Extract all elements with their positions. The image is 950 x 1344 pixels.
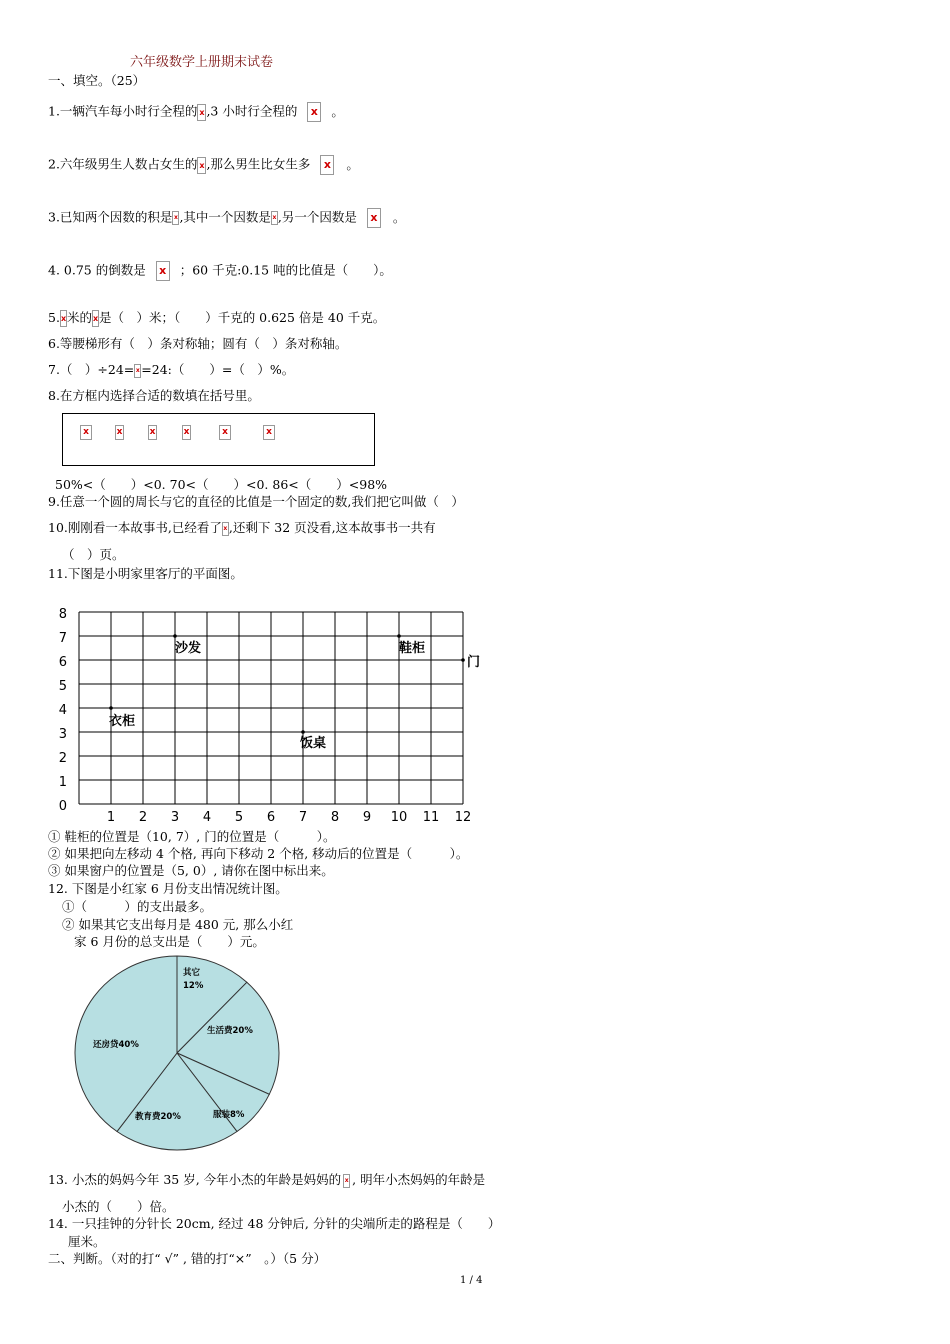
broken-image-icon: x — [271, 211, 278, 225]
broken-image-icon: x — [263, 425, 275, 440]
question-14-cont: 厘米。 — [68, 1234, 106, 1249]
question-13-cont: 小杰的（ ）倍。 — [62, 1199, 175, 1214]
x-tick-label: 1 — [106, 810, 116, 825]
question-9: 9.任意一个圆的周长与它的直径的比值是一个固定的数,我们把它叫做（ ） — [48, 494, 464, 509]
x-tick-label: 9 — [362, 810, 372, 825]
y-tick-label: 8 — [58, 607, 67, 622]
broken-image-icon: x — [367, 208, 381, 228]
question-14: 14. 一只挂钟的分针长 20cm, 经过 48 分钟后, 分针的尖端所走的路程是（ ） — [48, 1216, 501, 1231]
broken-image-icon: x — [148, 425, 157, 440]
section-heading-judge: 二、判断。（对的打“ √” , 错的打“×” 。）（5 分） — [48, 1251, 327, 1266]
question-10-cont: （ ）页。 — [62, 547, 125, 562]
y-tick-label: 2 — [58, 751, 67, 766]
y-tick-label: 1 — [58, 775, 67, 790]
broken-image-icon: x — [60, 310, 67, 327]
broken-image-icon: x — [197, 104, 206, 121]
y-tick-label: 4 — [58, 703, 67, 718]
grid-point — [461, 658, 465, 662]
broken-image-icon: x — [222, 522, 229, 536]
x-tick-label: 11 — [422, 810, 440, 825]
broken-image-icon: x — [92, 310, 99, 327]
pie-slice-label: 服装8% — [213, 1110, 245, 1120]
broken-image-icon: x — [156, 261, 170, 281]
question-3: 3.已知两个因数的积是 x ,其中一个因数是 x ,另一个因数是 x 。 — [48, 208, 405, 228]
question-11-item-3: ③ 如果窗户的位置是（5, 0）, 请你在图中标出来。 — [48, 863, 334, 878]
broken-image-icon: x — [343, 1174, 350, 1188]
question-11-item-1: ① 鞋柜的位置是（10, 7）, 门的位置是（ ）。 — [48, 829, 336, 844]
grid-point — [301, 730, 305, 734]
broken-image-icon: x — [197, 157, 206, 174]
x-tick-label: 8 — [330, 810, 340, 825]
question-8-inequality: 50%<（ ）<0. 70<（ ）<0. 86<（ ）<98% — [55, 477, 388, 492]
grid-point — [397, 634, 401, 638]
broken-image-icon: x — [172, 211, 179, 225]
x-tick-label: 10 — [390, 810, 408, 825]
question-6: 6.等腰梯形有（ ）条对称轴；圆有（ ）条对称轴。 — [48, 336, 348, 351]
page-number: 1 / 4 — [460, 1275, 483, 1286]
x-tick-label: 3 — [170, 810, 180, 825]
question-11: 11.下图是小明家里客厅的平面图。 — [48, 566, 243, 581]
pie-slice-label: 教育费20% — [135, 1112, 181, 1122]
question-8: 8.在方框内选择合适的数填在括号里。 — [48, 388, 260, 403]
page-title: 六年级数学上册期末试卷 — [130, 55, 274, 70]
living-room-grid — [48, 606, 488, 828]
grid-point — [109, 706, 113, 710]
pie-slice-label: 生活费20% — [207, 1026, 253, 1036]
grid-point-label: 鞋柜 — [399, 641, 426, 656]
question-4: 4. 0.75 的倒数是 x ；60 千克:0.15 吨的比值是（ ）。 — [48, 261, 392, 281]
y-tick-label: 3 — [58, 727, 67, 742]
x-tick-label: 5 — [234, 810, 244, 825]
pie-slice-label: 还房贷40% — [93, 1040, 139, 1050]
section-heading-fill-blank: 一、填空。（25） — [48, 73, 146, 88]
question-12: 12. 下图是小红家 6 月份支出情况统计图。 — [48, 881, 288, 896]
broken-image-icon: x — [80, 425, 92, 440]
x-tick-label: 4 — [202, 810, 212, 825]
x-tick-label: 6 — [266, 810, 276, 825]
question-2: 2.六年级男生人数占女生的 x ,那么男生比女生多 x 。 — [48, 155, 359, 175]
y-tick-label: 0 — [58, 799, 67, 814]
x-tick-label: 2 — [138, 810, 148, 825]
y-tick-label: 7 — [58, 631, 67, 646]
pie-slice-value: 12% — [183, 981, 204, 991]
broken-image-icon: x — [182, 425, 191, 440]
question-5: 5.x米的x是（ ）米；（ ）千克的 0.625 倍是 40 千克。 — [48, 310, 386, 325]
expense-pie-chart — [70, 952, 290, 1162]
broken-image-icon: x — [115, 425, 124, 440]
broken-image-icon: x — [219, 425, 231, 440]
question-7: 7.（ ）÷24= x =24:（ ）=（ ）%。 — [48, 362, 295, 377]
grid-point-label: 门 — [467, 655, 481, 670]
broken-image-icon: x — [307, 102, 321, 122]
number-choice-box — [62, 413, 375, 466]
grid-point — [173, 634, 177, 638]
pie-slice-label: 其它 — [183, 968, 201, 978]
grid-point-label: 沙发 — [175, 641, 202, 656]
broken-image-icon: x — [320, 155, 334, 175]
question-12-item-2: ② 如果其它支出每月是 480 元, 那么小红 — [62, 917, 294, 932]
question-11-item-2: ② 如果把向左移动 4 个格, 再向下移动 2 个格, 移动后的位置是（ ）。 — [48, 846, 469, 861]
y-tick-label: 5 — [58, 679, 67, 694]
y-tick-label: 6 — [58, 655, 67, 670]
x-tick-label: 12 — [454, 810, 472, 825]
question-1: 1.一辆汽车每小时行全程的 x ,3 小时行全程的 x 。 — [48, 102, 344, 122]
question-13: 13. 小杰的妈妈今年 35 岁, 今年小杰的年龄是妈妈的 x , 明年小杰妈妈的年龄是 — [48, 1172, 486, 1187]
broken-image-icon: x — [134, 364, 141, 378]
question-12-item-1: ①（ ）的支出最多。 — [62, 899, 213, 914]
grid-point-label: 饭桌 — [300, 736, 327, 751]
question-12-item-3: 家 6 月份的总支出是（ ）元。 — [74, 934, 265, 949]
grid-point-label: 衣柜 — [109, 714, 136, 729]
x-tick-label: 7 — [298, 810, 308, 825]
question-10: 10.刚刚看一本故事书,已经看了 x ,还剩下 32 页没看,这本故事书一共有 — [48, 520, 436, 535]
